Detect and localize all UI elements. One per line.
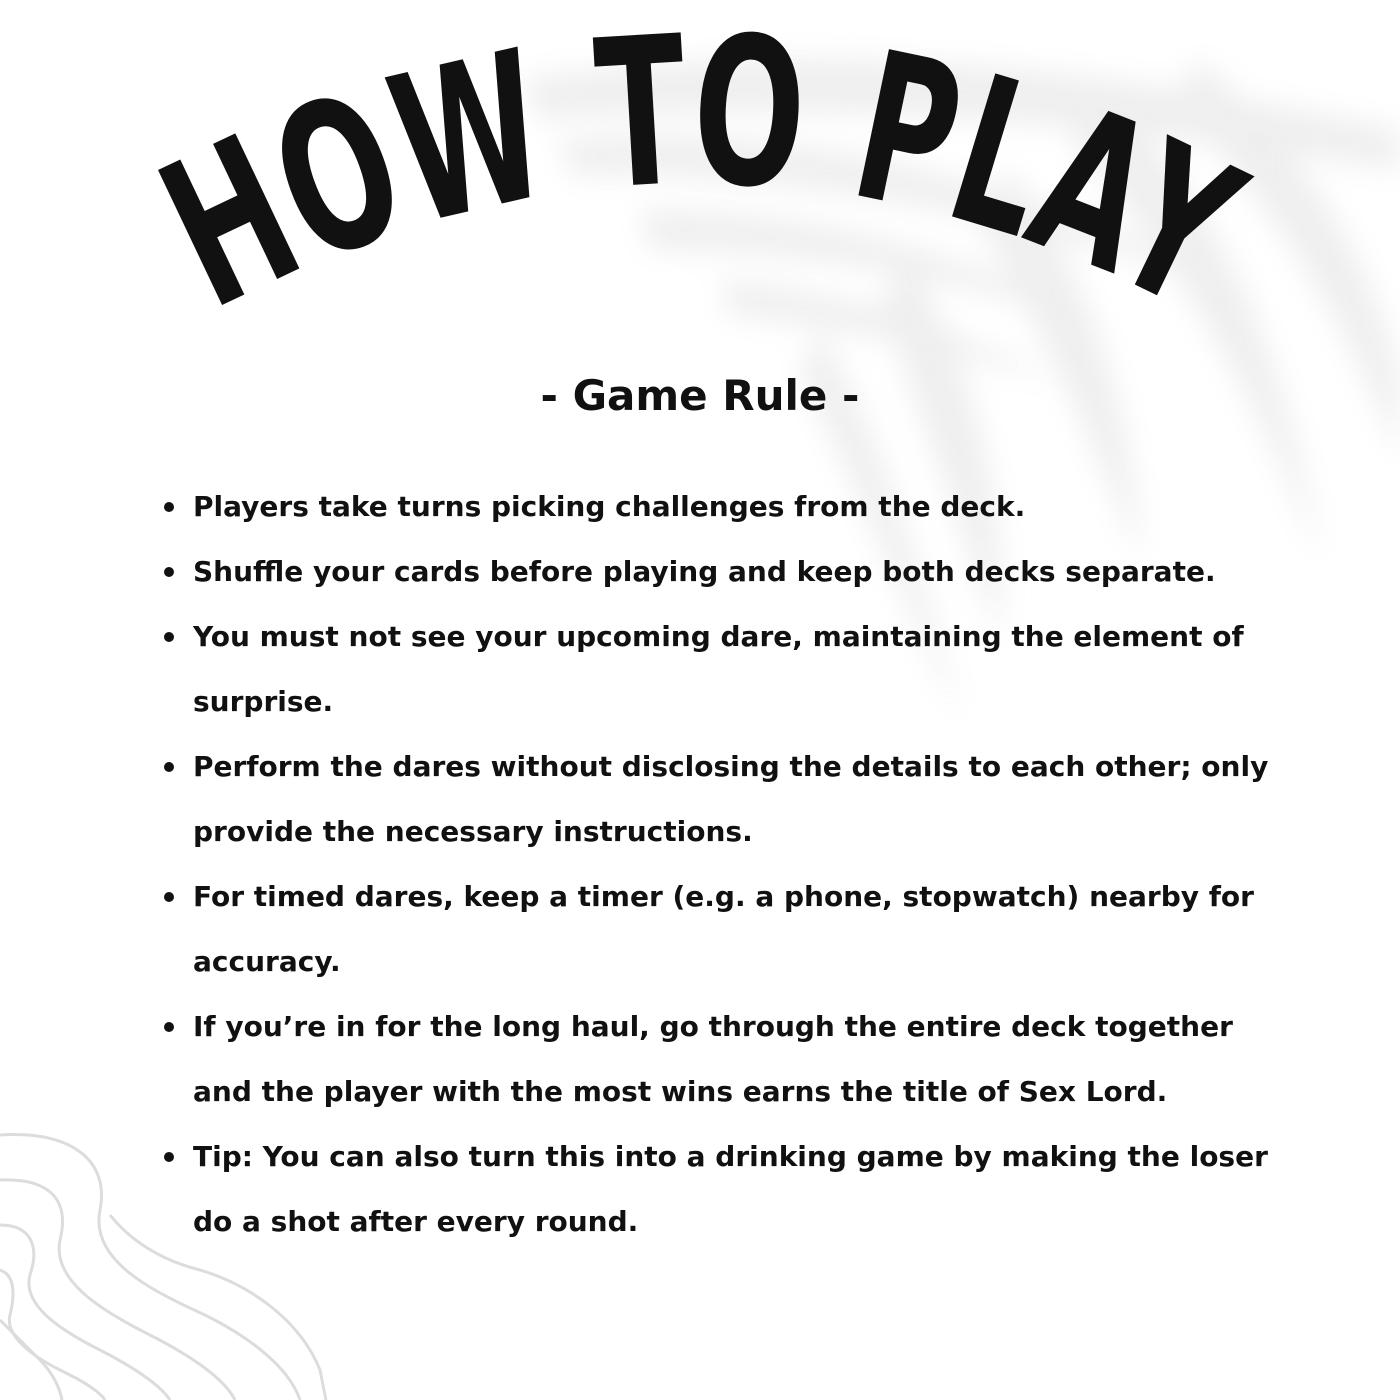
list-item bbox=[162, 994, 1272, 1124]
rule-text: Shuffle your cards before playing and keep both decks separate. bbox=[193, 555, 1216, 588]
list-item bbox=[162, 1124, 1272, 1254]
bullet-icon bbox=[164, 1152, 174, 1162]
list-item bbox=[162, 604, 1272, 734]
rule-text: Tip: You can also turn this into a drinking game by making the loser do a shot after every round. bbox=[193, 1140, 1268, 1238]
bullet-icon bbox=[164, 1022, 174, 1032]
rules-list bbox=[162, 474, 1272, 1254]
rule-text: For timed dares, keep a timer (e.g. a phone, stopwatch) nearby for accuracy. bbox=[193, 880, 1254, 978]
svg-text:HOW TO PLAY: HOW TO PLAY bbox=[130, 0, 1319, 378]
list-item bbox=[162, 474, 1272, 539]
subtitle: - Game Rule - bbox=[540, 371, 860, 420]
bullet-icon bbox=[164, 632, 174, 642]
rule-text: You must not see your upcoming dare, maintaining the element of surprise. bbox=[193, 620, 1244, 718]
bullet-icon bbox=[164, 892, 174, 902]
bullet-icon bbox=[164, 502, 174, 512]
list-item bbox=[162, 734, 1272, 864]
list-item bbox=[162, 864, 1272, 994]
page-title bbox=[0, 0, 1400, 400]
rule-text: Perform the dares without disclosing the details to each other; only provide the necessary instructions. bbox=[193, 750, 1269, 848]
rule-text: If you’re in for the long haul, go through the entire deck together and the player with the most wins earns the title of Sex Lord. bbox=[193, 1010, 1233, 1108]
bullet-icon bbox=[164, 762, 174, 772]
rule-text: Players take turns picking challenges from the deck. bbox=[193, 490, 1026, 523]
list-item bbox=[162, 539, 1272, 604]
bullet-icon bbox=[164, 567, 174, 577]
